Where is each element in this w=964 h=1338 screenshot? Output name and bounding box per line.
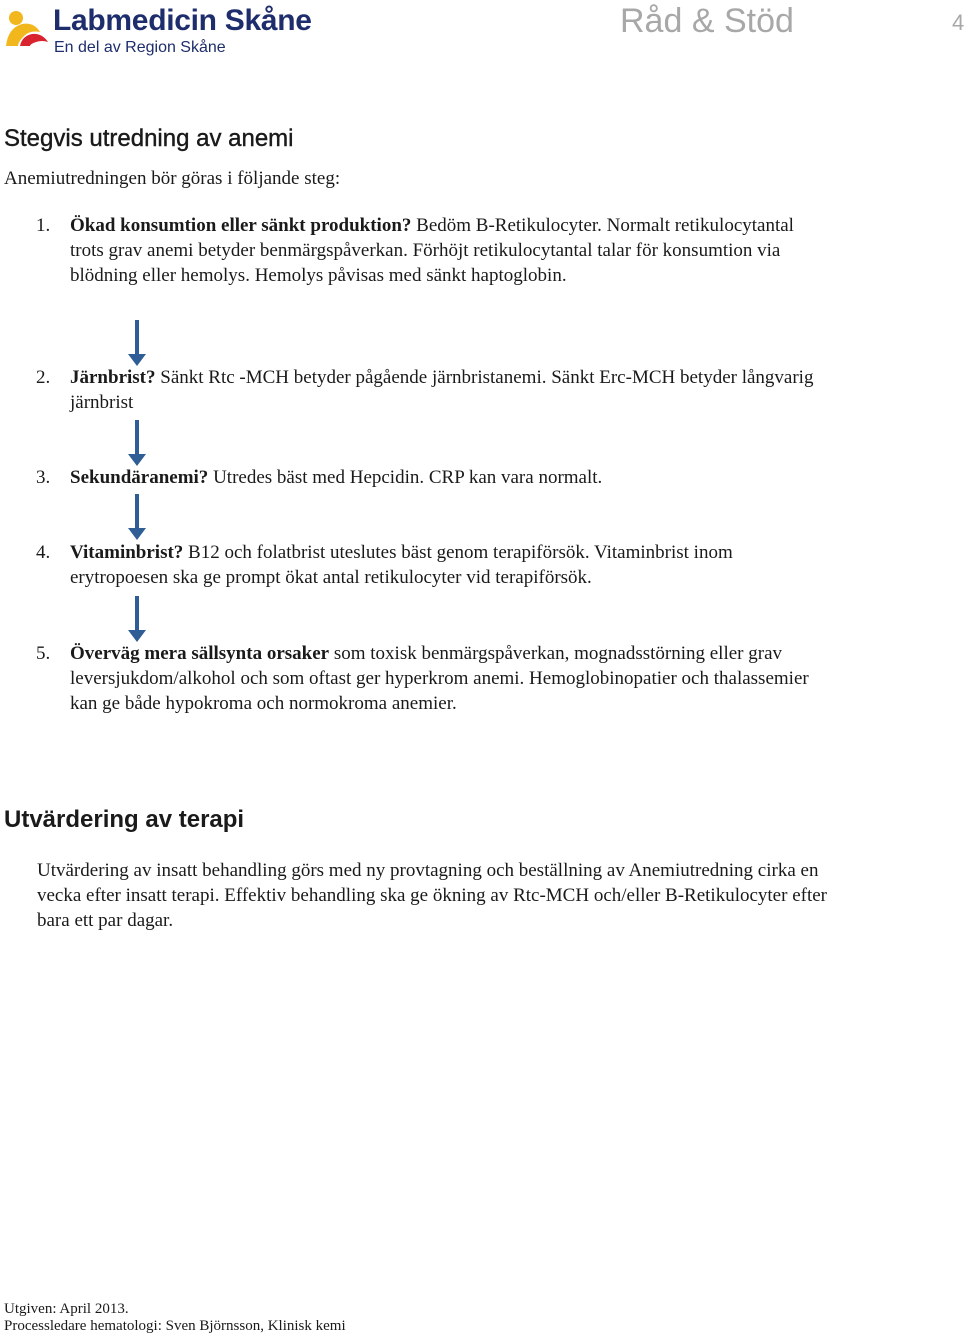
section-heading-anemia: Stegvis utredning av anemi	[4, 125, 294, 152]
step-title: Järnbrist?	[70, 367, 156, 388]
step-number: 3.	[36, 467, 51, 488]
logo-sun-icon	[4, 2, 50, 46]
step-3	[36, 465, 816, 490]
page-number: 4	[952, 10, 964, 35]
logo-subtitle: En del av Region Skåne	[54, 39, 226, 56]
down-arrow-icon	[126, 596, 148, 642]
step-number: 1.	[36, 215, 51, 236]
footer-published: Utgiven: April 2013.	[4, 1301, 129, 1317]
step-text: Sänkt Rtc -MCH betyder pågående järnbristanemi. Sänkt Erc-MCH betyder långvarig järnbrist	[70, 367, 814, 413]
step-text: B12 och folatbrist uteslutes bäst genom terapiförsök. Vitaminbrist inom erytropoesen ska ge prompt ökat antal retikulocyter vid terapiförsök.	[70, 542, 733, 588]
step-text: Bedöm B-Retikulocyter. Normalt retikulocytantal trots grav anemi betyder benmärgspåverkan. Förhöjt retikulocytantal talar för konsumtion via blödning eller hemolys. Hemolys påvisas med sänkt haptoglobin.	[70, 215, 794, 286]
header-title: Råd & Stöd	[620, 2, 794, 40]
logo-name: Labmedicin Skåne	[53, 4, 312, 37]
step-number: 2.	[36, 367, 51, 388]
step-2	[36, 365, 816, 415]
therapy-text: Utvärdering av insatt behandling görs med ny provtagning och beställning av Anemiutredning cirka en vecka efter insatt terapi. Effektiv behandling ska ge ökning av Rtc-MCH och/eller B-Retikulocyter efter bara ett par dagar.	[37, 860, 827, 931]
step-1	[36, 213, 816, 288]
section-heading-therapy: Utvärdering av terapi	[4, 806, 245, 833]
footer	[4, 1301, 346, 1335]
step-title: Sekundäranemi?	[70, 467, 209, 488]
step-4	[36, 540, 816, 590]
intro-text: Anemiutredningen bör göras i följande steg:	[4, 168, 341, 189]
step-text: Utredes bäst med Hepcidin. CRP kan vara normalt.	[208, 467, 603, 488]
step-title: Överväg mera sällsynta orsaker	[70, 643, 330, 664]
footer-process-lead: Processledare hematologi: Sven Björnsson, Klinisk kemi	[4, 1318, 346, 1334]
step-5	[36, 641, 816, 716]
step-title: Ökad konsumtion eller sänkt produktion?	[70, 215, 412, 236]
step-text: som toxisk benmärgspåverkan, mognadsstörning eller grav leversjukdom/alkohol och som oftast ger hyperkrom anemi. Hemoglobinopatier och thalassemier kan ge både hypokroma och normokroma anemier.	[70, 643, 809, 714]
step-number: 4.	[36, 542, 51, 563]
step-number: 5.	[36, 643, 51, 664]
step-title: Vitaminbrist?	[70, 542, 184, 563]
down-arrow-icon	[126, 420, 148, 466]
logo	[4, 2, 324, 62]
down-arrow-icon	[126, 320, 148, 366]
down-arrow-icon	[126, 494, 148, 540]
